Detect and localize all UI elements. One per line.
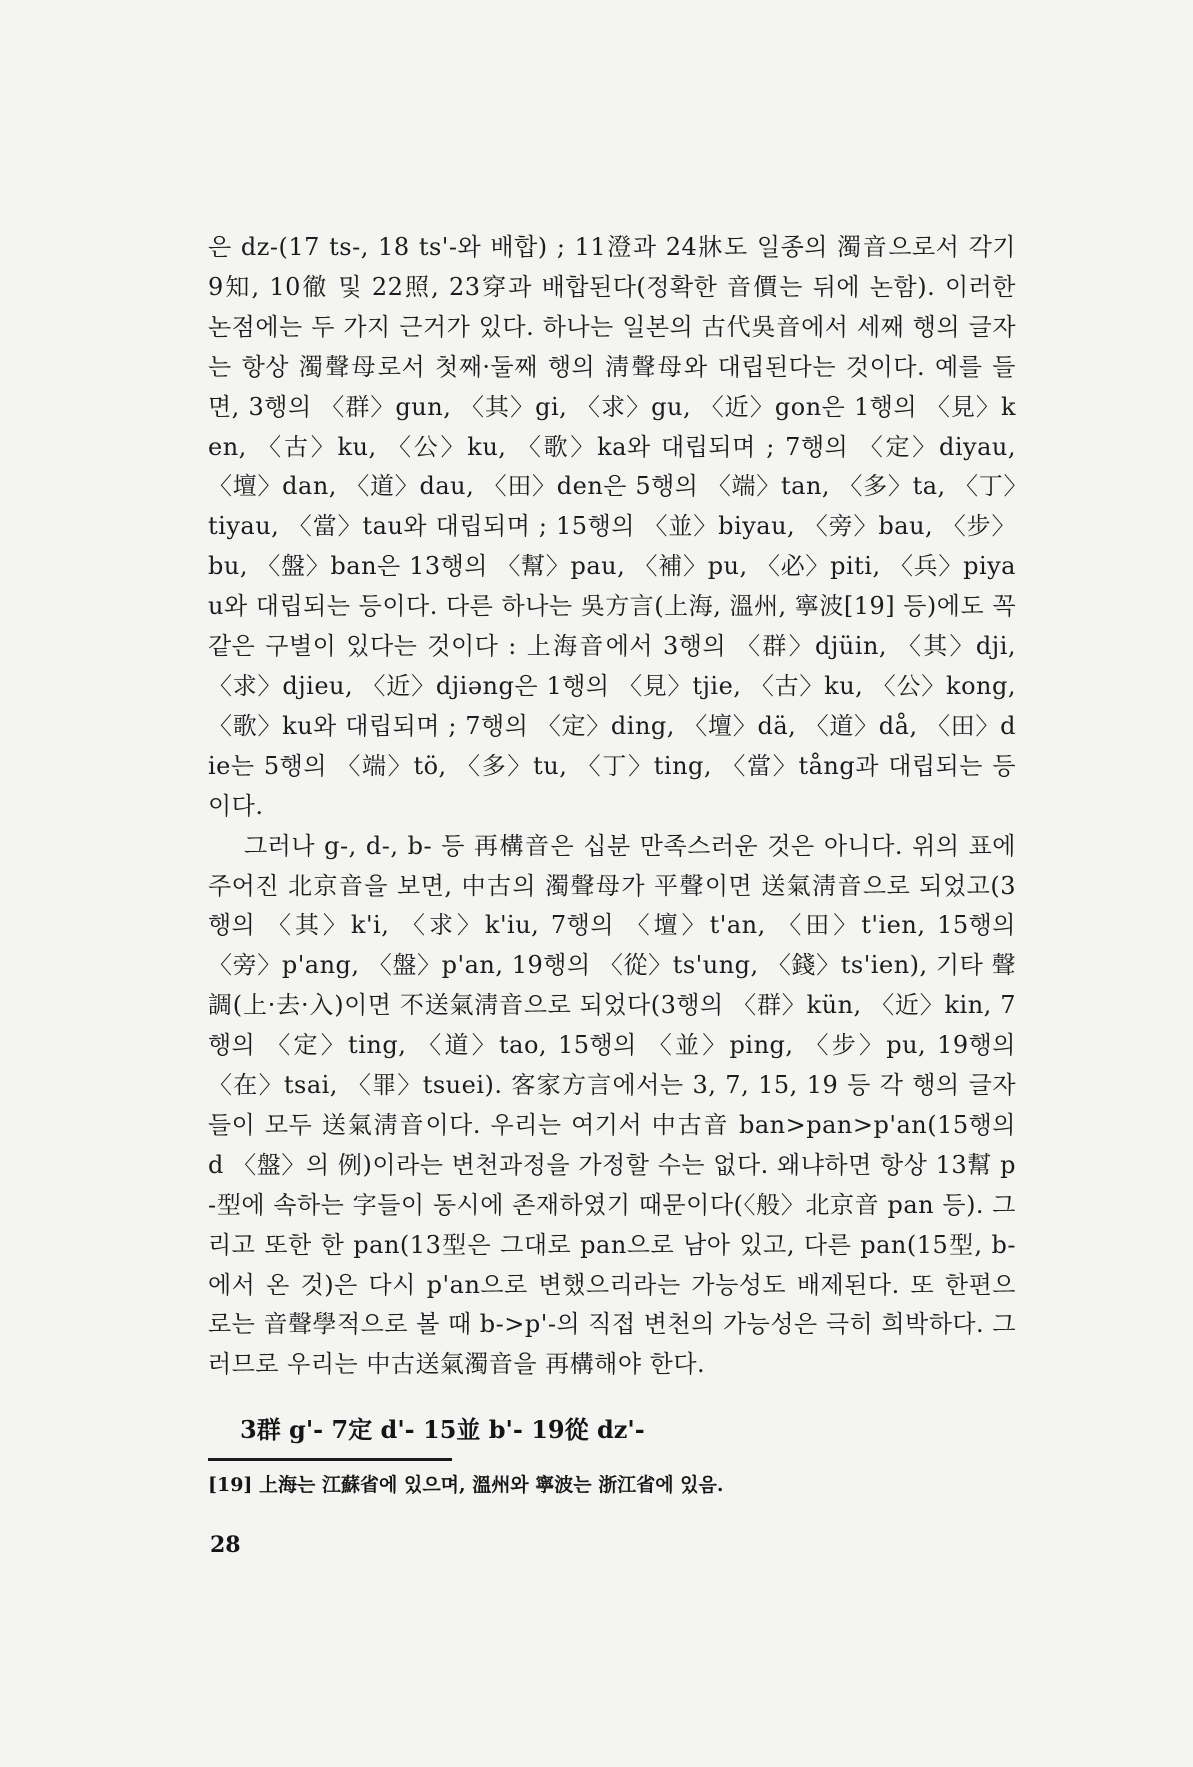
page-number: 28 [210, 1532, 241, 1558]
reconstruction-formula: 3群 g'- 7定 d'- 15並 b'- 19從 dz'- [240, 1415, 645, 1444]
paragraph-2: 그러나 g-, d-, b- 등 再構音은 십분 만족스러운 것은 아니다. 위의 표에 주어진 北京音을 보면, 中古의 濁聲母가 平聲이면 送氣淸音으로 되었고(3행의 〈其〉k'i, 〈求〉k'iu, 7행의 〈壇〉t'an, 〈田〉t'ien, 15행의 〈旁〉p'ang, 〈盤〉p'an, 19행의 〈從〉ts'ung, 〈錢〉ts'ien), 기타 聲調(上·去·入)이면 不送氣淸音으로 되었다(3행의 〈群〉kün, 〈近〉kin, 7행의 〈定〉ting, 〈道〉tao, 15행의 〈並〉ping, 〈步〉pu, 19행의 〈在〉tsai, 〈罪〉tsuei). 客家方言에서는 3, 7, 15, 19 등 각 행의 글자들이 모두 送氣淸音이다. 우리는 여기서 中古音 ban>pan>p'an(15행의 d 〈盤〉의 例)이라는 변천과정을 가정할 수는 없다. 왜냐하면 항상 13幫 p-型에 속하는 字들이 동시에 존재하였기 때문이다(〈般〉北京音 pan 등). 그리고 또한 한 pan(13型은 그대로 pan으로 남아 있고, 다른 pan(15型, b-에서 온 것)은 다시 p'an으로 변했으리라는 가능성도 배제된다. 또 한편으로는 音聲學적으로 볼 때 b->p'-의 직접 변천의 가능성은 극히 희박하다. 그러므로 우리는 中古送氣濁音을 再構해야 한다. [208, 831, 1016, 1379]
body-text [208, 228, 1016, 1385]
paragraph-1: 은 dz-(17 ts-, 18 ts'-와 배합) ; 11澄과 24牀도 일종의 濁音으로서 각기 9知, 10徹 및 22照, 23穿과 배합된다(정확한 音價는 뒤에 논함). 이러한 논점에는 두 가지 근거가 있다. 하나는 일본의 古代吳音에서 세째 행의 글자는 항상 濁聲母로서 첫째·둘째 행의 淸聲母와 대립된다는 것이다. 예를 들면, 3행의 〈群〉gun, 〈其〉gi, 〈求〉gu, 〈近〉gon은 1행의 〈見〉ken, 〈古〉ku, 〈公〉ku, 〈歌〉ka와 대립되며 ; 7행의 〈定〉diyau, 〈壇〉dan, 〈道〉dau, 〈田〉den은 5행의 〈端〉tan, 〈多〉ta, 〈丁〉tiyau, 〈當〉tau와 대립되며 ; 15행의 〈並〉biyau, 〈旁〉bau, 〈步〉bu, 〈盤〉ban은 13행의 〈幫〉pau, 〈補〉pu, 〈必〉piti, 〈兵〉piyau와 대립되는 등이다. 다른 하나는 吳方言(上海, 溫州, 寧波[19] 등)에도 꼭 같은 구별이 있다는 것이다 : 上海音에서 3행의 〈群〉djüin, 〈其〉dji, 〈求〉djieu, 〈近〉djiəng은 1행의 〈見〉tjie, 〈古〉ku, 〈公〉kong, 〈歌〉ku와 대립되며 ; 7행의 〈定〉ding, 〈壇〉dä, 〈道〉då, 〈田〉die는 5행의 〈端〉tö, 〈多〉tu, 〈丁〉ting, 〈當〉tång과 대립되는 등이다. [208, 233, 1016, 820]
footnote-divider [208, 1458, 452, 1461]
footnote: [19] 上海는 江蘇省에 있으며, 溫州와 寧波는 浙江省에 있음. [208, 1474, 724, 1496]
